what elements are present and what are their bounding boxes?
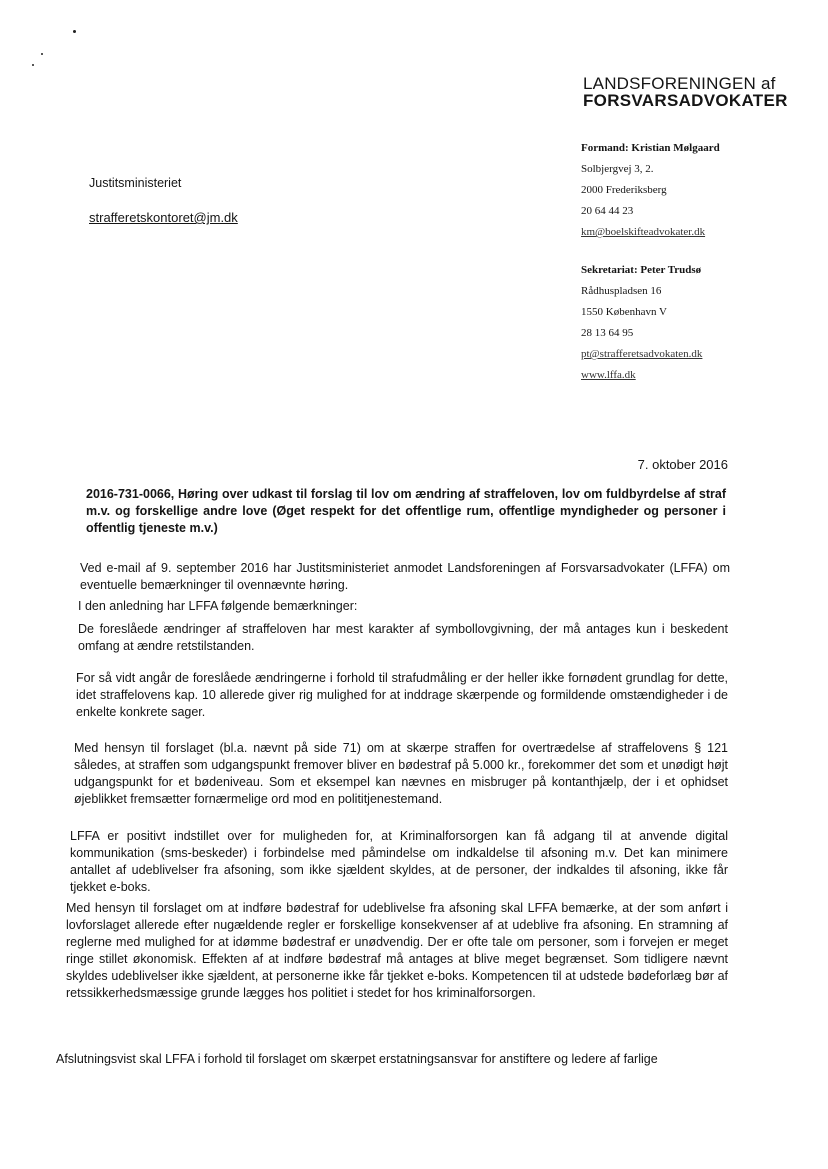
letterhead: [583, 76, 823, 110]
subject-line: 2016-731-0066, Høring over udkast til forslag til lov om ændring af straffeloven, lov om fuldbyrdelse af straf m.v. og forskellige andre love (Øget respekt for det offentlige rum, offentlige myndigheder og personer i offentlig tjeneste m.v.): [86, 487, 726, 535]
secretariat-address-2: 1550 København V: [581, 306, 667, 318]
secretariat-web-link[interactable]: www.lffa.dk: [581, 369, 636, 381]
secretariat-contact: [581, 260, 821, 386]
paragraph-4: For så vidt angår de foreslåede ændringerne i forhold til strafudmåling er der heller ikke fornødent grundlag for dette, idet straffelovens kap. 10 allerede giver rig mulighed for at inddrage skærpende og formildende omstændigheder i de enkelte konkrete sager.: [76, 671, 728, 719]
chairman-address-1: Solbjergvej 3, 2.: [581, 163, 654, 175]
chairman-phone: 20 64 44 23: [581, 205, 634, 217]
letterhead-line-2: FORSVARSADVOKATER: [583, 91, 788, 110]
chairman-address-2: 2000 Frederiksberg: [581, 184, 667, 196]
letter-date: 7. oktober 2016: [637, 457, 728, 472]
paragraph-7: Med hensyn til forslaget om at indføre bødestraf for udeblivelse fra afsoning skal LFFA bemærke, at der som anført i lovforslaget allerede efter nugældende regler er forskellige konsekvenser af at udeblive fra afsoning. En stramning af reglerne med mulighed for at idømme bødestraf er unødvendig. Der er ofte tale om personer, som i forvejen er meget ringe stillet økonomisk. Effekten af at indføre bødestraf må antages at blive meget begrænset. Som tidligere nævnt skyldes udeblivelser ikke sjældent, at personerne ikke får tjekket e-boks. Kompetencen til at udstede bødeforlæg bør af retssikkerhedsmæssige grunde lægges hos politiet i stedet for hos kriminalforsorgen.: [66, 901, 728, 1000]
chairman-heading: Formand: Kristian Mølgaard: [581, 142, 720, 154]
scan-speck: [41, 53, 43, 55]
paragraph-3: De foreslåede ændringer af straffeloven har mest karakter af symbollovgivning, der må antages kun i beskedent omfang at ændre retstilstanden.: [78, 622, 728, 653]
paragraph-6: LFFA er positivt indstillet over for muligheden for, at Kriminalforsorgen kan få adgang til at anvende digital kommunikation (sms-beskeder) i forbindelse med påmindelse om indkaldelse til afsoning m.v. Det kan minimere antallet af udeblivelser fra afsoning, som ikke sjældent skyldes, at de personer, der indkaldes til afsoning, ikke får tjekket e-boks.: [70, 829, 728, 894]
paragraph-8: Afslutningsvist skal LFFA i forhold til forslaget om skærpet erstatningsansvar for anstiftere og ledere af farlige: [56, 1052, 658, 1066]
scan-speck: [73, 30, 76, 33]
paragraph-1: Ved e-mail af 9. september 2016 har Justitsministeriet anmodet Landsforeningen af Forsvarsadvokater (LFFA) om eventuelle bemærkninger til ovennævnte høring.: [80, 561, 730, 592]
letterhead-line-1: LANDSFORENINGEN af: [583, 74, 776, 93]
secretariat-heading: Sekretariat: Peter Trudsø: [581, 264, 702, 276]
recipient-block: [89, 176, 238, 225]
paragraph-5: Med hensyn til forslaget (bl.a. nævnt på side 71) om at skærpe straffen for overtrædelse af straffelovens § 121 således, at straffen som udgangspunkt fremover bliver en bødestraf på 5.000 kr., forekommer det som et unødigt højt udgangspunkt for et bødeniveau. Som et eksempel kan nævnes en misbruger på kontanthjælp, der i et ophidset øjeblikket fremsætter fornærmelige ord mod en polititjenestemand.: [74, 741, 728, 806]
paragraph-2: I den anledning har LFFA følgende bemærkninger:: [78, 599, 358, 613]
secretariat-email-link[interactable]: pt@strafferetsadvokaten.dk: [581, 348, 703, 360]
chairman-contact: [581, 138, 821, 243]
recipient-email-link[interactable]: strafferetskontoret@jm.dk: [89, 210, 238, 225]
scan-speck: [32, 64, 34, 66]
recipient-name: Justitsministeriet: [89, 176, 182, 190]
secretariat-phone: 28 13 64 95: [581, 327, 634, 339]
secretariat-address-1: Rådhuspladsen 16: [581, 285, 662, 297]
chairman-email-link[interactable]: km@boelskifteadvokater.dk: [581, 226, 706, 238]
